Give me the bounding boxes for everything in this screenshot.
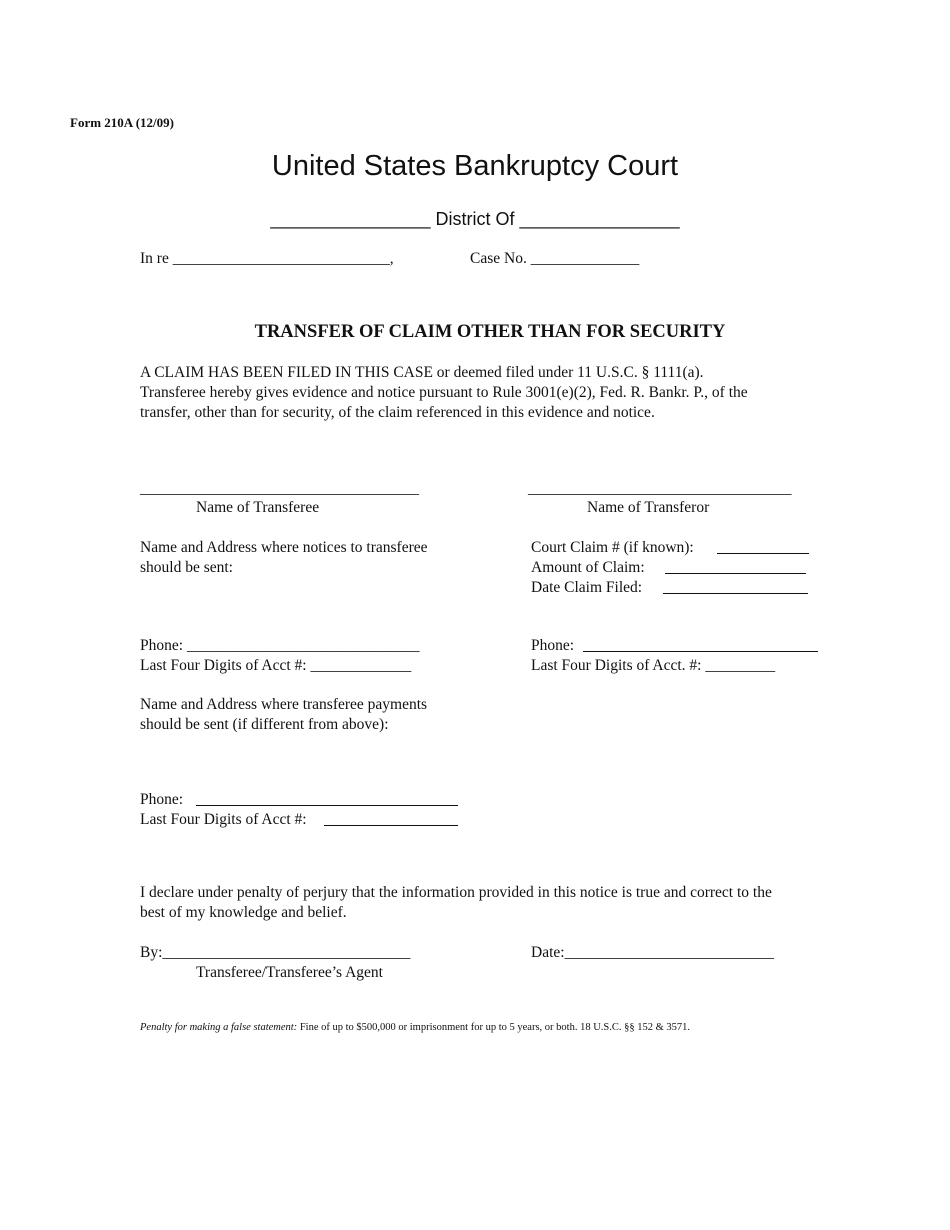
by-label: By: [140, 944, 163, 961]
case-no-line [470, 250, 639, 268]
transferor-acct-label: Last Four Digits of Acct. #: [531, 657, 702, 674]
date-field[interactable]: ___________________________ [564, 944, 774, 961]
signature-line [140, 944, 410, 962]
in-re-line [140, 250, 394, 268]
signature-sub-label: Transferee/Transferee’s Agent [196, 964, 383, 981]
date-label: Date: [531, 944, 565, 961]
signature-field[interactable]: ________________________________ [162, 944, 411, 961]
case-no-label: Case No. [470, 250, 527, 267]
amount-of-claim-field[interactable] [665, 558, 806, 576]
transferee-name-field[interactable]: ____________________________________ [140, 480, 419, 497]
transferee-phone-line [140, 637, 419, 655]
declaration-line-1: I declare under penalty of perjury that the information provided in this notice is true and correct to the [140, 884, 772, 901]
court-title: United States Bankruptcy Court [271, 150, 679, 182]
payment-address-label-1: Name and Address where transferee payments [140, 696, 428, 713]
case-no-field[interactable]: ______________ [530, 250, 640, 267]
transferee-phone-field[interactable]: ______________________________ [186, 637, 420, 654]
district-line [0, 209, 950, 230]
district-blank-right[interactable]: ________________ [519, 209, 680, 229]
amount-of-claim-label: Amount of Claim: [531, 559, 645, 576]
district-blank-left[interactable]: ________________ [270, 209, 431, 229]
transferor-acct-line [531, 657, 775, 675]
penalty-text: Fine of up to $500,000 or imprisonment for up to 5 years, or both. 18 U.S.C. §§ 152 & 3571. [297, 1022, 691, 1033]
transferee-name-label: Name of Transferee [196, 499, 320, 516]
in-re-label: In re [140, 250, 169, 267]
penalty-italic: Penalty for making a false statement: [140, 1022, 298, 1033]
form-id: Form 210A (12/09) [70, 115, 174, 130]
payment-address-field[interactable] [140, 740, 460, 786]
payment-phone-field[interactable] [196, 790, 458, 808]
notice-address-field[interactable] [140, 582, 460, 628]
transferor-name-label: Name of Transferor [587, 499, 710, 516]
transferor-acct-field[interactable]: _________ [705, 657, 776, 674]
penalty-notice [140, 1022, 690, 1033]
court-claim-label: Court Claim # (if known): [531, 539, 694, 556]
transferor-name-field[interactable]: __________________________________ [528, 480, 792, 497]
transferee-acct-label: Last Four Digits of Acct #: [140, 657, 307, 674]
in-re-field[interactable]: ____________________________, [172, 250, 394, 267]
date-line [531, 944, 774, 962]
declaration-line-2: best of my knowledge and belief. [140, 904, 347, 921]
date-claim-filed-label: Date Claim Filed: [531, 579, 643, 596]
payment-acct-field[interactable] [324, 810, 458, 828]
payment-phone-label: Phone: [140, 791, 184, 808]
transferee-acct-line [140, 657, 411, 675]
transferor-phone-field[interactable] [583, 636, 818, 654]
intro-line-1: A CLAIM HAS BEEN FILED IN THIS CASE or deemed filed under 11 U.S.C. § 1111(a). [140, 364, 704, 381]
district-label: District Of [435, 209, 515, 229]
intro-line-3: transfer, other than for security, of the claim referenced in this evidence and notice. [140, 404, 655, 421]
section-title: TRANSFER OF CLAIM OTHER THAN FOR SECURITY [254, 322, 726, 342]
court-claim-field[interactable] [717, 538, 809, 556]
date-claim-filed-field[interactable] [663, 578, 808, 596]
transferee-phone-label: Phone: [140, 637, 184, 654]
payment-acct-label: Last Four Digits of Acct #: [140, 811, 307, 828]
transferee-acct-field[interactable]: _____________ [310, 657, 412, 674]
transferor-phone-label: Phone: [531, 637, 575, 654]
intro-line-2: Transferee hereby gives evidence and notice pursuant to Rule 3001(e)(2), Fed. R. Bankr. P., of the [140, 384, 748, 401]
payment-address-label-2: should be sent (if different from above): [140, 716, 389, 733]
notice-address-label-1: Name and Address where notices to transferee [140, 539, 428, 556]
notice-address-label-2: should be sent: [140, 559, 233, 576]
